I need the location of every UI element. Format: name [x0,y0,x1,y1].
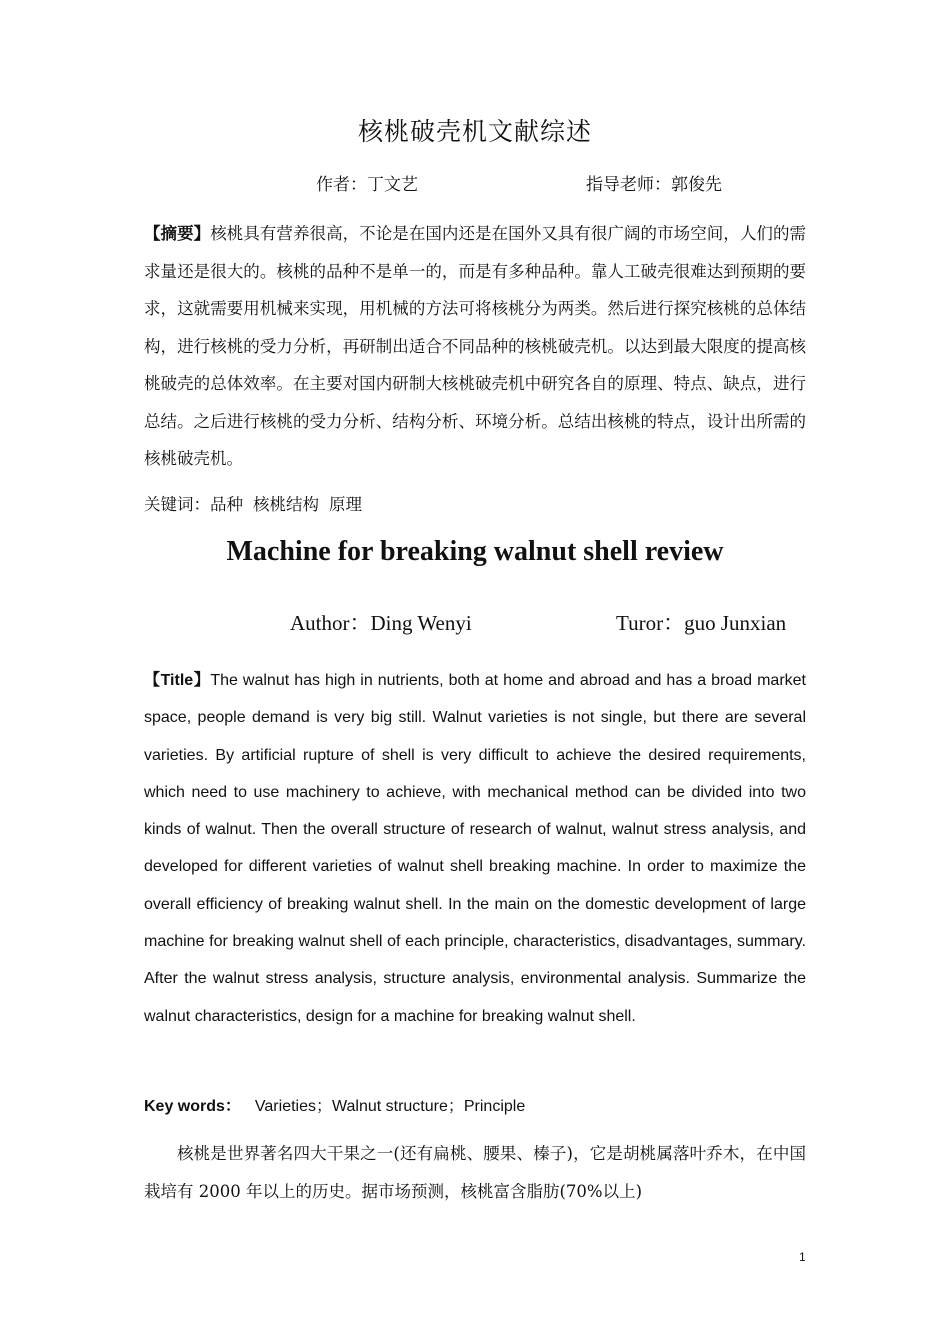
keyword-cn-item: 核桃结构 [253,495,319,514]
keywords-cn [144,491,372,515]
body-paragraph: 核桃是世界著名四大干果之一(还有扁桃、腰果、榛子)，它是胡桃属落叶乔木，在中国栽培有 2000 年以上的历史。据市场预测，核桃富含脂肪(70%以上) [144,1144,806,1201]
page-number: 1 [799,1250,806,1264]
page-title: 核桃破壳机文献综述 [357,117,592,146]
abstract-en-tag: 【Title】 [144,672,211,689]
author-en: Author：Ding Wenyi [290,611,472,635]
author-cn: 作者：丁文艺 [316,175,418,195]
keywords-en [144,1093,525,1116]
abstract-cn [144,215,806,478]
advisor-cn: 指导老师：郭俊先 [586,175,722,195]
advisor-en: Turor：guo Junxian [616,611,787,635]
english-title: Machine for breaking walnut shell review [226,536,724,567]
keyword-cn-item: 原理 [329,495,362,514]
abstract-en-text: The walnut has high in nutrients, both at home and abroad and has a broad market space, people demand is very big still. Walnut varieties is not single, but there are several varieties. By artificial rupture of shell is very difficult to achieve the desired requirements, which need to use machinery to achieve, with mechanical method can be divided into two kinds of walnut. Then the overall structure of research of walnut, walnut stress analysis, and developed for different varieties of walnut shell breaking machine. In order to maximize the overall efficiency of breaking walnut shell. In the main on the domestic development of large machine for breaking walnut shell of each principle, characteristics, disadvantages, summary. After the walnut stress analysis, structure analysis, environmental analysis. Summarize the walnut characteristics, design for a machine for breaking walnut shell. [144,672,806,1025]
keyword-cn-item: 品种 [210,495,243,514]
abstract-cn-tag: 【摘要】 [144,224,211,243]
abstract-cn-text: 核桃具有营养很高，不论是在国内还是在国外又具有很广阔的市场空间，人们的需求量还是很大的。核桃的品种不是单一的，而是有多种品种。靠人工破壳很难达到预期的要求，这就需要用机械来实现，用机械的方法可将核桃分为两类。然后进行探究核桃的总体结构，进行核桃的受力分析，再研制出适合不同品种的核桃破壳机。以达到最大限度的提高核桃破壳的总体效率。在主要对国内研制大核桃破壳机中研究各自的原理、特点、缺点，进行总结。之后进行核桃的受力分析、结构分析、环境分析。总结出核桃的特点，设计出所需的核桃破壳机。 [144,224,807,468]
keywords-en-text: Varieties；Walnut structure；Principle [254,1098,526,1115]
keywords-en-label: Key words： [144,1098,241,1115]
abstract-en [144,662,806,1035]
keywords-cn-label: 关键词： [144,495,210,514]
